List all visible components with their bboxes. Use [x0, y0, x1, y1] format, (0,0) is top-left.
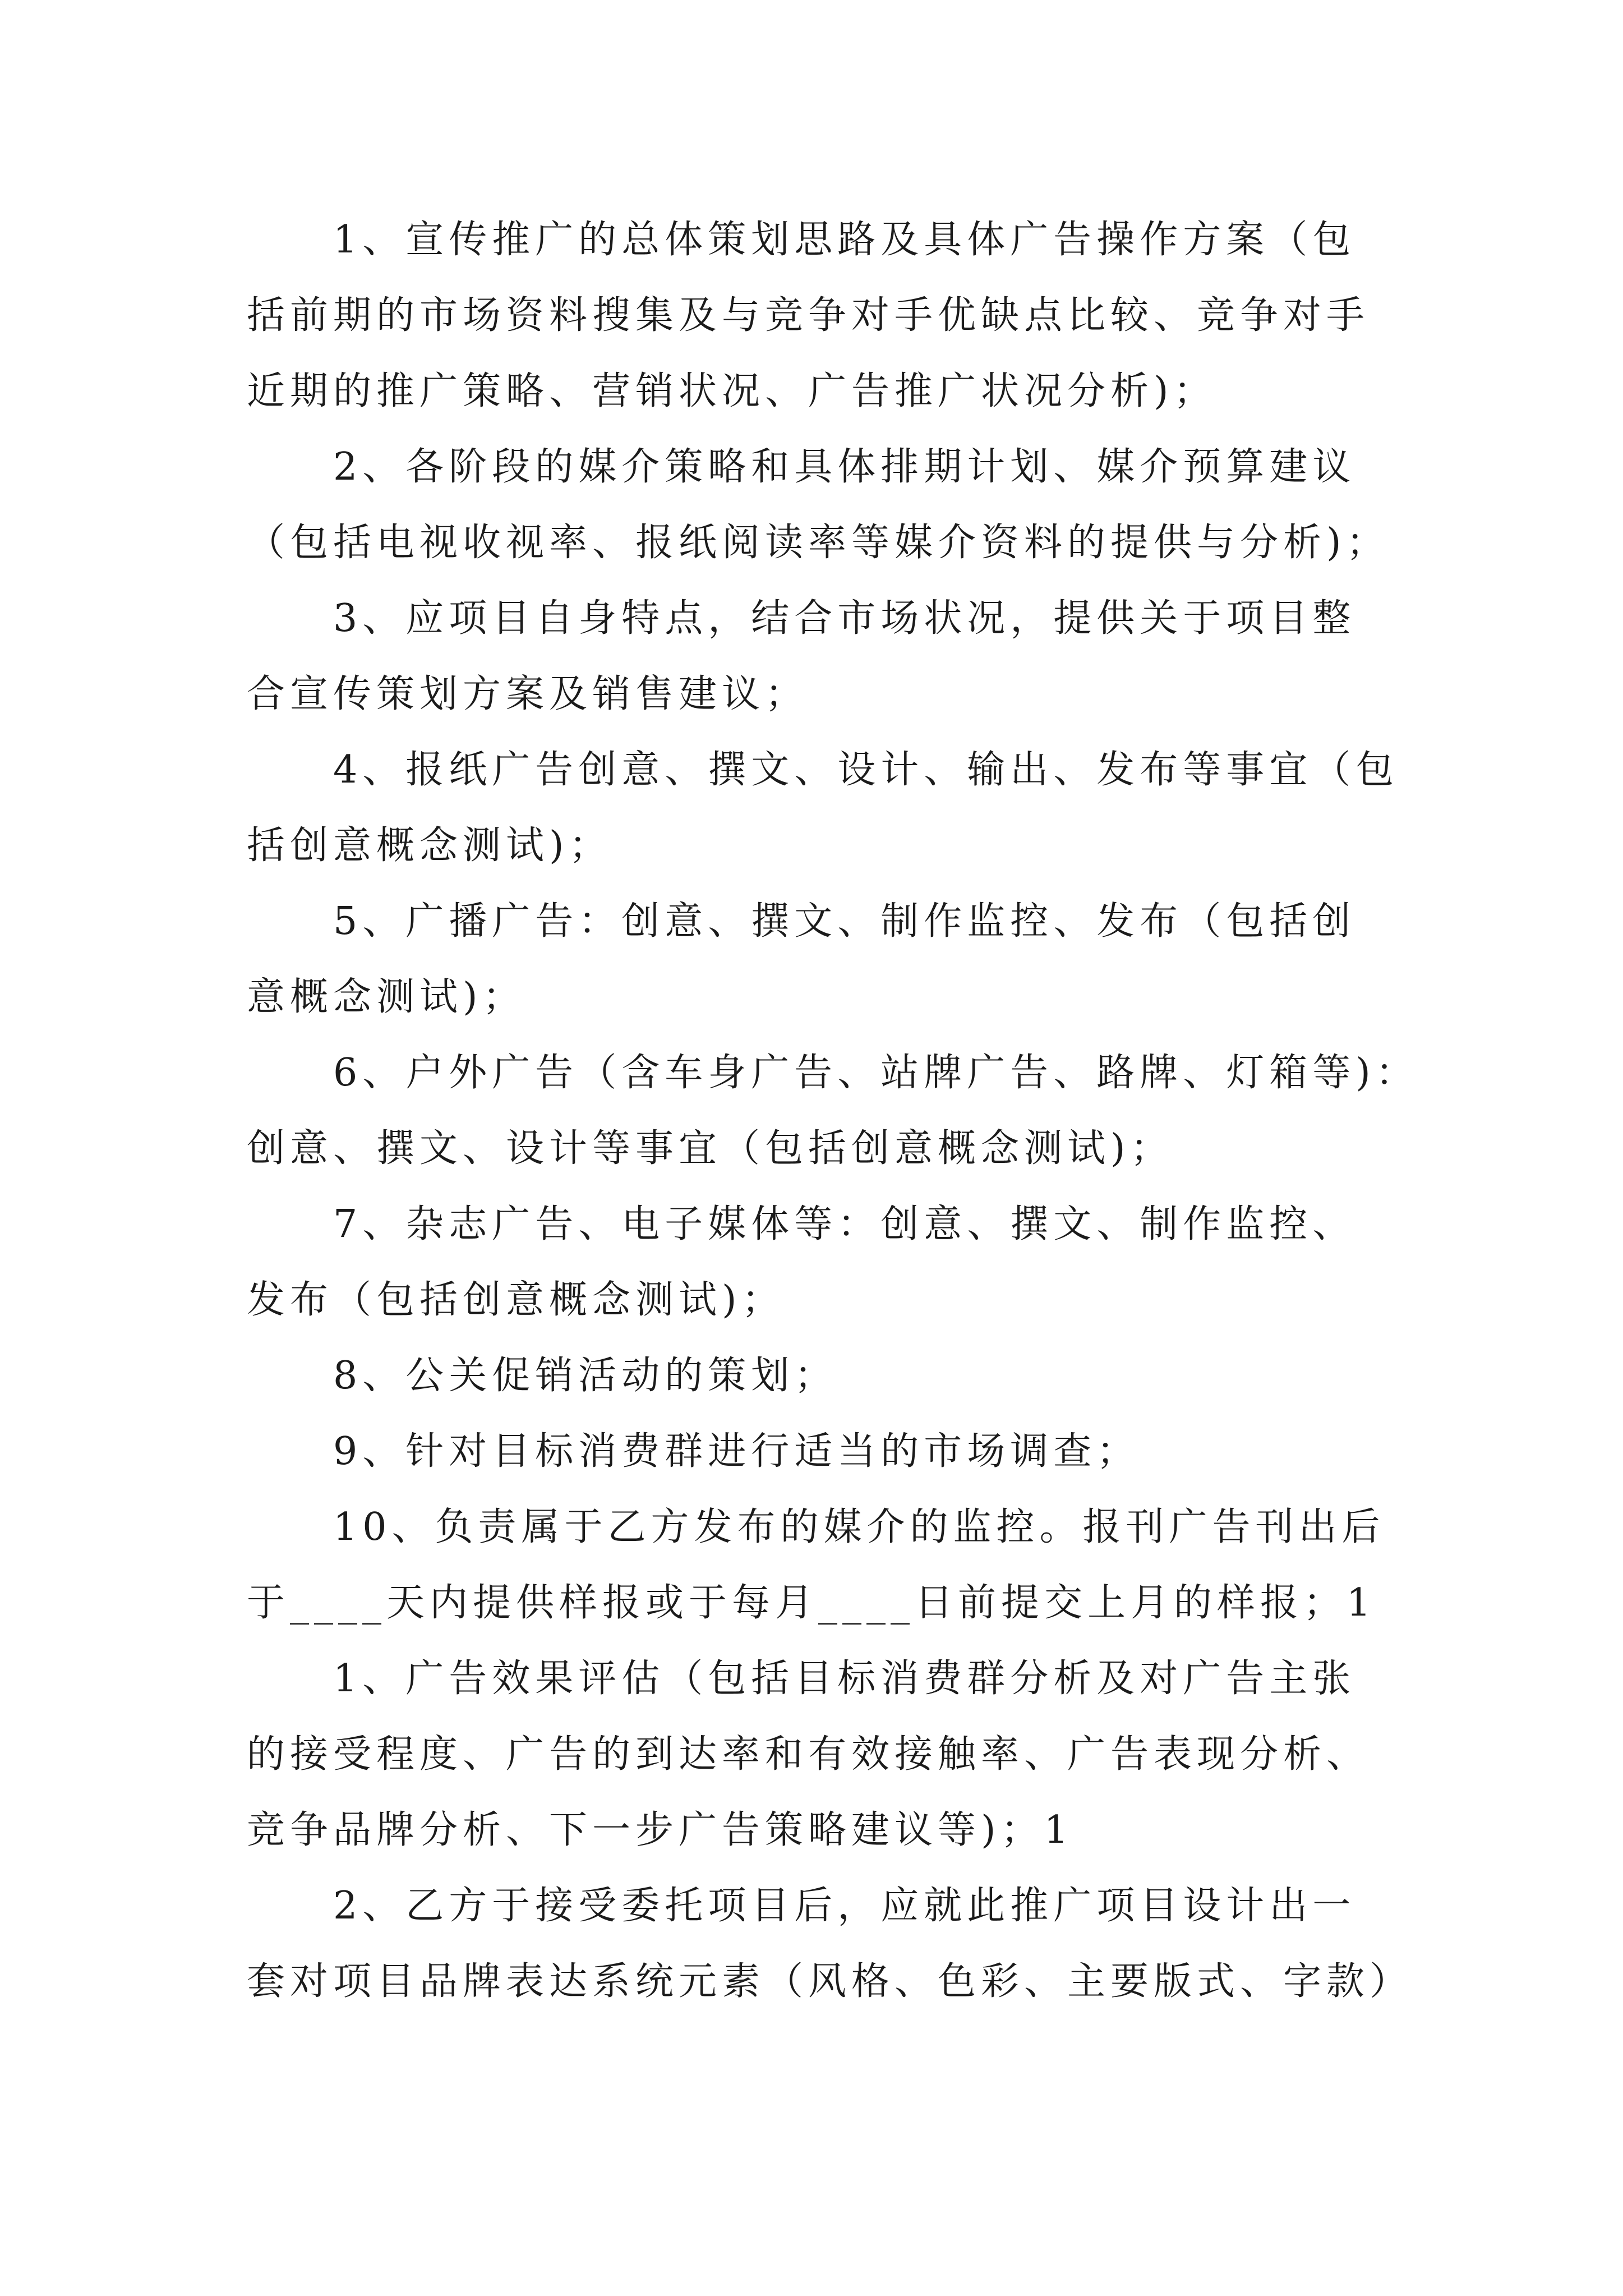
- document-body: [247, 202, 1419, 2019]
- text-line: 套对项目品牌表达系统元素（风格、色彩、主要版式、字款）: [247, 1959, 1413, 2004]
- text-line: 2、乙方于接受委托项目后，应就此推广项目设计出一: [333, 1884, 1356, 1928]
- text-line: 1、广告效果评估（包括目标消费群分析及对广告主张: [333, 1657, 1356, 1701]
- text-line: 的接受程度、广告的到达率和有效接触率、广告表现分析、: [247, 1732, 1370, 1777]
- text-line: 发布（包括创意概念测试)；: [247, 1278, 785, 1322]
- text-line: 1、宣传推广的总体策划思路及具体广告操作方案（包: [333, 218, 1356, 262]
- text-line: 括创意概念测试)；: [247, 823, 612, 868]
- text-line: 合宣传策划方案及销售建议；: [247, 672, 809, 716]
- text-line: 括前期的市场资料搜集及与竞争对手优缺点比较、竞争对手: [247, 293, 1370, 338]
- text-line: 7、杂志广告、电子媒体等：创意、撰文、制作监控、: [333, 1202, 1356, 1246]
- text-line: 竞争品牌分析、下一步广告策略建议等)；1: [247, 1808, 1073, 1852]
- text-line: 意概念测试)；: [247, 975, 526, 1019]
- text-line: 8、公关促销活动的策划；: [333, 1354, 838, 1398]
- text-line: 3、应项目自身特点，结合市场状况，提供关于项目整: [333, 596, 1356, 641]
- text-line: 6、户外广告（含车身广告、站牌广告、路牌、灯箱等)：: [333, 1051, 1419, 1095]
- text-line: （包括电视收视率、报纸阅读率等媒介资料的提供与分析)；: [247, 521, 1390, 565]
- text-line: 创意、撰文、设计等事宜（包括创意概念测试)；: [247, 1126, 1174, 1171]
- text-line: 2、各阶段的媒介策略和具体排期计划、媒介预算建议: [333, 445, 1356, 489]
- text-line: 10、负责属于乙方发布的媒介的监控。报刊广告刊出后: [333, 1505, 1385, 1549]
- text-line: 9、针对目标消费群进行适当的市场调查；: [333, 1429, 1140, 1474]
- text-line: 近期的推广策略、营销状况、广告推广状况分析)；: [247, 369, 1217, 413]
- text-line: 4、报纸广告创意、撰文、设计、输出、发布等事宜（包: [333, 748, 1399, 792]
- text-line: 于____天内提供样报或于每月____日前提交上月的样报；1: [247, 1581, 1376, 1625]
- text-line: 5、广播广告：创意、撰文、制作监控、发布（包括创: [333, 899, 1356, 944]
